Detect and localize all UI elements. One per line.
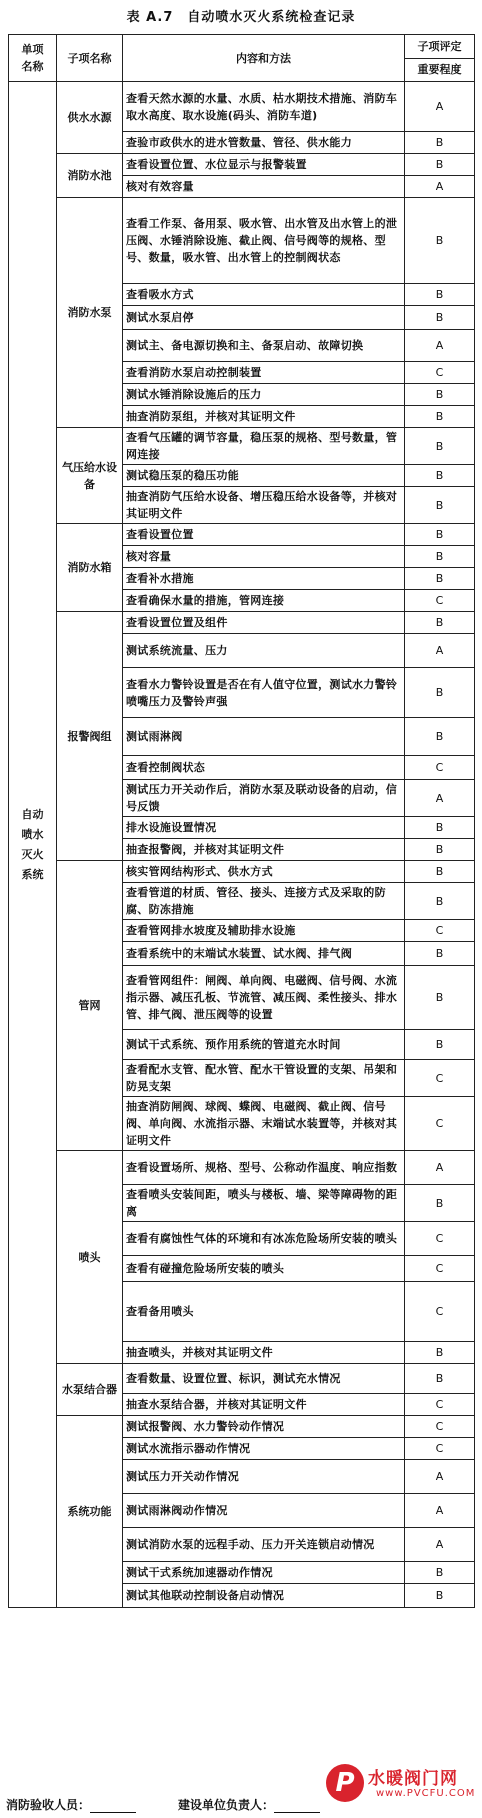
check-item-text: 查看喷头安装间距，喷头与楼板、墙、梁等障碍物的距离: [123, 1185, 405, 1222]
inspector-blank: [90, 1800, 136, 1813]
importance-level: C: [405, 1416, 475, 1438]
check-item-text: 测试消防水泵的远程手动、压力开关连锁启动情况: [123, 1528, 405, 1562]
check-item-text: 查看补水措施: [123, 568, 405, 590]
importance-level: B: [405, 1342, 475, 1364]
importance-level: B: [405, 817, 475, 839]
check-item-text: 查看设置位置及组件: [123, 612, 405, 634]
inspector-signature: [6, 1796, 136, 1813]
subitem-name: 消防水泵: [57, 198, 123, 428]
check-item-text: 查看设置位置、水位显示与报警装置: [123, 154, 405, 176]
header-eval: 子项评定: [405, 35, 475, 59]
unit-name-cell: [9, 82, 57, 1608]
importance-level: B: [405, 384, 475, 406]
importance-level: A: [405, 780, 475, 817]
watermark: [326, 1762, 476, 1812]
table-row: [9, 612, 475, 634]
subitem-name: 管网: [57, 861, 123, 1151]
header-importance: 重要程度: [405, 58, 475, 82]
importance-level: C: [405, 1222, 475, 1256]
subitem-name: 系统功能: [57, 1416, 123, 1608]
check-item-text: 查看天然水源的水量、水质、枯水期技术措施、消防车取水高度、取水设施(码头、消防车道): [123, 82, 405, 132]
check-item-text: 查看备用喷头: [123, 1282, 405, 1342]
importance-level: B: [405, 284, 475, 306]
check-item-text: 查看气压罐的调节容量，稳压泵的规格、型号数量，管网连接: [123, 428, 405, 465]
check-item-text: 查验市政供水的进水管数量、管径、供水能力: [123, 132, 405, 154]
check-item-text: 查看管道的材质、管径、接头、连接方式及采取的防腐、防冻措施: [123, 883, 405, 920]
table-row: [9, 861, 475, 883]
check-item-text: 测试干式系统加速器动作情况: [123, 1562, 405, 1584]
check-item-text: 抽查报警阀，并核对其证明文件: [123, 839, 405, 861]
importance-level: C: [405, 1097, 475, 1151]
importance-level: A: [405, 176, 475, 198]
subitem-name: 报警阀组: [57, 612, 123, 861]
importance-level: B: [405, 1562, 475, 1584]
importance-level: B: [405, 546, 475, 568]
check-item-text: 查看管网排水坡度及辅助排水设施: [123, 920, 405, 942]
owner-blank: [274, 1800, 320, 1813]
check-item-text: 测试水泵启停: [123, 306, 405, 330]
importance-level: B: [405, 428, 475, 465]
check-item-text: 查看管网组件：闸阀、单向阀、电磁阀、信号阀、水流指示器、减压孔板、节流管、减压阀、柔性接头、排水管、排气阀、泄压阀等的设置: [123, 966, 405, 1030]
header-unit-label: 单项名称: [21, 43, 44, 73]
check-item-text: 测试系统流量、压力: [123, 634, 405, 668]
table-row: [9, 1416, 475, 1438]
table-row: [9, 82, 475, 132]
importance-level: B: [405, 1185, 475, 1222]
importance-level: B: [405, 406, 475, 428]
check-item-text: 抽查消防闸阀、球阀、蝶阀、电磁阀、截止阀、信号阀、单向阀、水流指示器、末端试水装置等，并核对其证明文件: [123, 1097, 405, 1151]
check-item-text: 核实管网结构形式、供水方式: [123, 861, 405, 883]
table-row: [9, 198, 475, 284]
importance-level: B: [405, 942, 475, 966]
importance-level: A: [405, 1494, 475, 1528]
importance-level: A: [405, 330, 475, 362]
importance-level: B: [405, 966, 475, 1030]
table-row: [9, 154, 475, 176]
subitem-name: 气压给水设备: [57, 428, 123, 524]
importance-level: B: [405, 1364, 475, 1394]
watermark-name: 水暖阀门网: [368, 1769, 458, 1789]
table-row: [9, 1151, 475, 1185]
unit-name: 自动喷水灭火系统: [21, 807, 44, 881]
importance-level: C: [405, 1282, 475, 1342]
check-item-text: 抽查消防泵组，并核对其证明文件: [123, 406, 405, 428]
check-item-text: 测试雨淋阀: [123, 718, 405, 756]
importance-level: C: [405, 920, 475, 942]
watermark-site: www.PVCFU.COM: [376, 1788, 476, 1799]
check-item-text: 查看有碰撞危险场所安装的喷头: [123, 1256, 405, 1282]
importance-level: C: [405, 1438, 475, 1460]
importance-level: A: [405, 1528, 475, 1562]
importance-level: B: [405, 465, 475, 487]
subitem-name: 消防水箱: [57, 524, 123, 612]
importance-level: B: [405, 1030, 475, 1060]
subitem-name: 水泵结合器: [57, 1364, 123, 1416]
importance-level: A: [405, 1151, 475, 1185]
importance-level: C: [405, 1256, 475, 1282]
importance-level: B: [405, 612, 475, 634]
importance-level: B: [405, 1584, 475, 1608]
importance-level: B: [405, 861, 475, 883]
check-item-text: 抽查消防气压给水设备、增压稳压给水设备等，并核对其证明文件: [123, 487, 405, 524]
check-item-text: 测试干式系统、预作用系统的管道充水时间: [123, 1030, 405, 1060]
importance-level: B: [405, 524, 475, 546]
importance-level: B: [405, 568, 475, 590]
check-item-text: 测试稳压泵的稳压功能: [123, 465, 405, 487]
importance-level: B: [405, 668, 475, 718]
brand-logo-icon: P: [326, 1764, 364, 1802]
check-item-text: 查看水力警铃设置是否在有人值守位置，测试水力警铃喷嘴压力及警铃声强: [123, 668, 405, 718]
inspector-label: 消防验收人员：: [6, 1798, 91, 1812]
check-item-text: 查看确保水量的措施，管网连接: [123, 590, 405, 612]
header-sub: 子项名称: [57, 35, 123, 82]
importance-level: C: [405, 590, 475, 612]
check-item-text: 测试压力开关动作情况: [123, 1460, 405, 1494]
owner-label: 建设单位负责人：: [178, 1798, 275, 1812]
header-unit: [9, 35, 57, 82]
check-item-text: 查看配水支管、配水管、配水干管设置的支架、吊架和防晃支架: [123, 1060, 405, 1097]
importance-level: B: [405, 839, 475, 861]
check-item-text: 核对容量: [123, 546, 405, 568]
check-item-text: 测试雨淋阀动作情况: [123, 1494, 405, 1528]
importance-level: C: [405, 362, 475, 384]
check-item-text: 测试主、备电源切换和主、备泵启动、故障切换: [123, 330, 405, 362]
check-item-text: 查看工作泵、备用泵、吸水管、出水管及出水管上的泄压阀、水锤消除设施、截止阀、信号阀等的规格、型号、数量，吸水管、出水管上的控制阀状态: [123, 198, 405, 284]
importance-level: B: [405, 306, 475, 330]
check-item-text: 测试其他联动控制设备启动情况: [123, 1584, 405, 1608]
check-item-text: 查看控制阀状态: [123, 756, 405, 780]
importance-level: A: [405, 634, 475, 668]
check-item-text: 抽查水泵结合器，并核对其证明文件: [123, 1394, 405, 1416]
header-content: 内容和方法: [123, 35, 405, 82]
record-body: [9, 82, 475, 1608]
table-title: 表 A.7 自动喷水灭火系统检查记录: [126, 10, 356, 25]
check-item-text: 测试水流指示器动作情况: [123, 1438, 405, 1460]
check-item-text: 查看有腐蚀性气体的环境和有冰冻危险场所安装的喷头: [123, 1222, 405, 1256]
check-item-text: 测试报警阀、水力警铃动作情况: [123, 1416, 405, 1438]
importance-level: B: [405, 198, 475, 284]
owner-signature: [178, 1796, 320, 1813]
check-item-text: 核对有效容量: [123, 176, 405, 198]
subitem-name: 喷头: [57, 1151, 123, 1364]
header-row: [9, 35, 475, 59]
importance-level: A: [405, 82, 475, 132]
inspection-record-table: [8, 34, 475, 1608]
check-item-text: 查看系统中的末端试水装置、试水阀、排气阀: [123, 942, 405, 966]
importance-level: C: [405, 1060, 475, 1097]
importance-level: C: [405, 756, 475, 780]
table-row: [9, 1364, 475, 1394]
subitem-name: 供水水源: [57, 82, 123, 154]
importance-level: C: [405, 1394, 475, 1416]
importance-level: B: [405, 132, 475, 154]
check-item-text: 查看设置位置: [123, 524, 405, 546]
importance-level: B: [405, 154, 475, 176]
importance-level: B: [405, 883, 475, 920]
check-item-text: 查看消防水泵启动控制装置: [123, 362, 405, 384]
check-item-text: 查看设置场所、规格、型号、公称动作温度、响应指数: [123, 1151, 405, 1185]
importance-level: B: [405, 718, 475, 756]
check-item-text: 排水设施设置情况: [123, 817, 405, 839]
table-row: [9, 428, 475, 465]
check-item-text: 抽查喷头，并核对其证明文件: [123, 1342, 405, 1364]
check-item-text: 测试压力开关动作后，消防水泵及联动设备的启动，信号反馈: [123, 780, 405, 817]
check-item-text: 测试水锤消除设施后的压力: [123, 384, 405, 406]
importance-level: A: [405, 1460, 475, 1494]
table-row: [9, 524, 475, 546]
subitem-name: 消防水池: [57, 154, 123, 198]
check-item-text: 查看吸水方式: [123, 284, 405, 306]
check-item-text: 查看数量、设置位置、标识，测试充水情况: [123, 1364, 405, 1394]
importance-level: B: [405, 487, 475, 524]
